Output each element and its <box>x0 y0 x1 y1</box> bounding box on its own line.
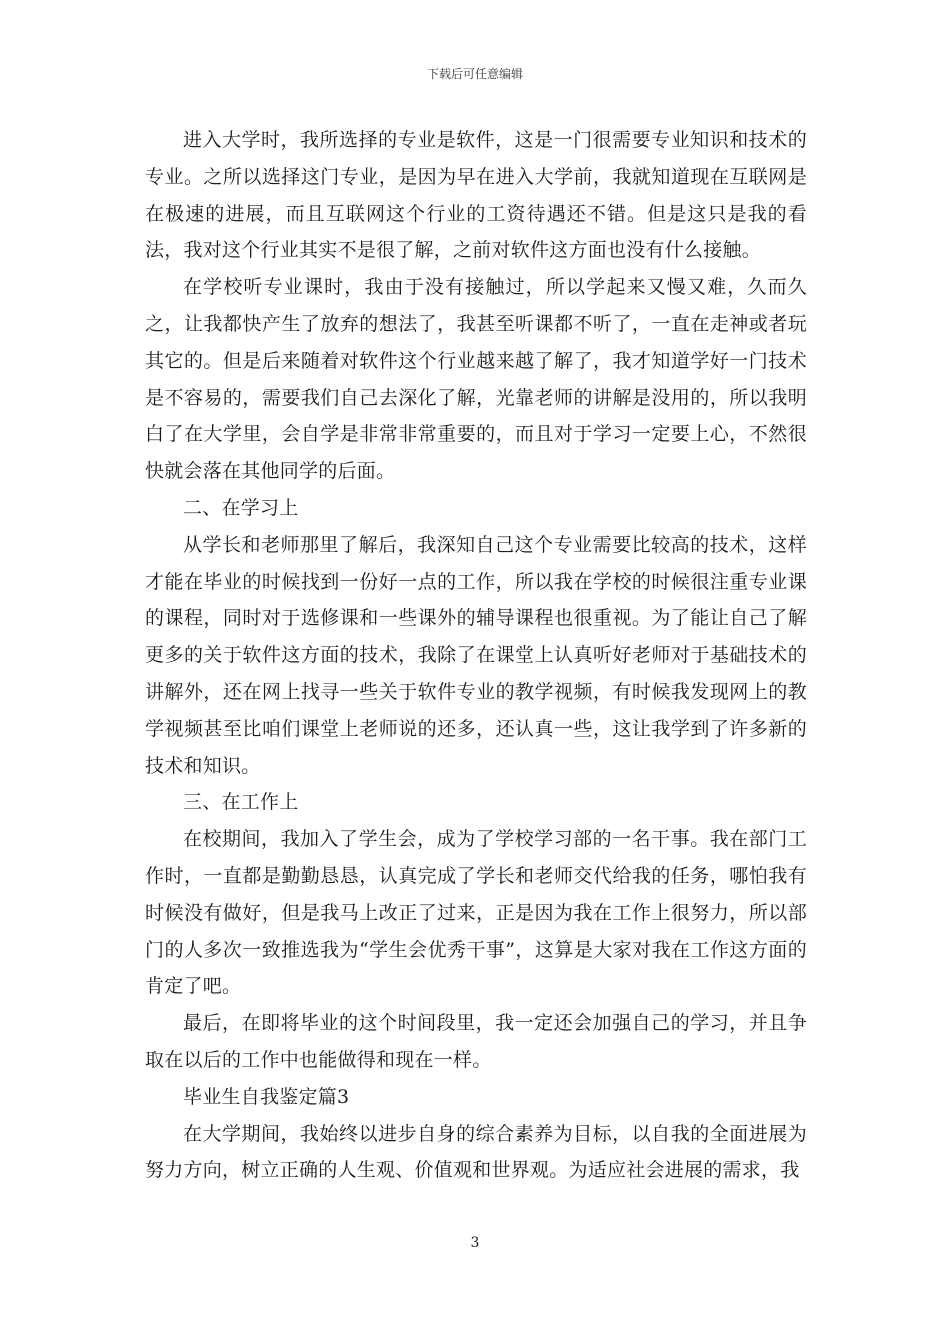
page-number: 3 <box>470 1235 480 1251</box>
section-heading-study: 二、在学习上 <box>183 496 299 519</box>
paragraph-conclusion: 最后，在即将毕业的这个时间段里，我一定还会加强自己的学习，并且争取在以后的工作中也能做得和现在一样。 <box>145 1012 807 1071</box>
paragraph-professional-courses: 在学校听专业课时，我由于没有接触过，所以学起来又慢又难，久而久之，让我都快产生了放弃的想法了，我甚至听课都不听了，一直在走神或者玩其它的。但是后来随着对软件这个行业越来越了解了，我才知道学好一门技术是不容易的，需要我们自己去深化了解，光靠老师的讲解是没用的，所以我明白了在大学里，会自学是非常非常重要的，而且对于学习一定要上心，不然很快就会落在其他同学的后面。 <box>145 276 807 483</box>
section-heading-work: 三、在工作上 <box>183 791 299 814</box>
page-header: 下载后可任意编辑 <box>426 67 523 81</box>
paragraph-intro: 进入大学时，我所选择的专业是软件，这是一门很需要专业知识和技术的专业。之所以选择这门专业，是因为早在进入大学前，我就知道现在互联网是在极速的进展，而且互联网这个行业的工资待遇还不错。但是这只是我的看法，我对这个行业其实不是很了解，之前对软件这方面也没有什么接触。 <box>145 129 807 262</box>
document-body <box>145 122 807 1189</box>
paragraph-article-3-intro: 在大学期间，我始终以进步自身的综合素养为目标，以自我的全面进展为努力方向，树立正确的人生观、价值观和世界观。为适应社会进展的需求，我 <box>145 1122 807 1182</box>
article-title: 毕业生自我鉴定篇3 <box>183 1085 350 1108</box>
paragraph-study: 从学长和老师那里了解后，我深知自己这个专业需要比较高的技术，这样才能在毕业的时候找到一份好一点的工作，所以我在学校的时候很注重专业课的课程，同时对于选修课和一些课外的辅导课程也很重视。为了能让自己了解更多的关于软件这方面的技术，我除了在课堂上认真听好老师对于基础技术的讲解外，还在网上找寻一些关于软件专业的教学视频，有时候我发现网上的教学视频甚至比咱们课堂上老师说的还多，还认真一些，这让我学到了许多新的技术和知识。 <box>145 533 807 777</box>
paragraph-work: 在校期间，我加入了学生会，成为了学校学习部的一名干事。我在部门工作时，一直都是勤勤恳恳，认真完成了学长和老师交代给我的任务，哪怕我有时候没有做好，但是我马上改正了过来，正是因为我在工作上很努力，所以部门的人多次一致推选我为“学生会优秀干事”，这算是大家对我在工作这方面的肯定了吧。 <box>145 828 807 998</box>
